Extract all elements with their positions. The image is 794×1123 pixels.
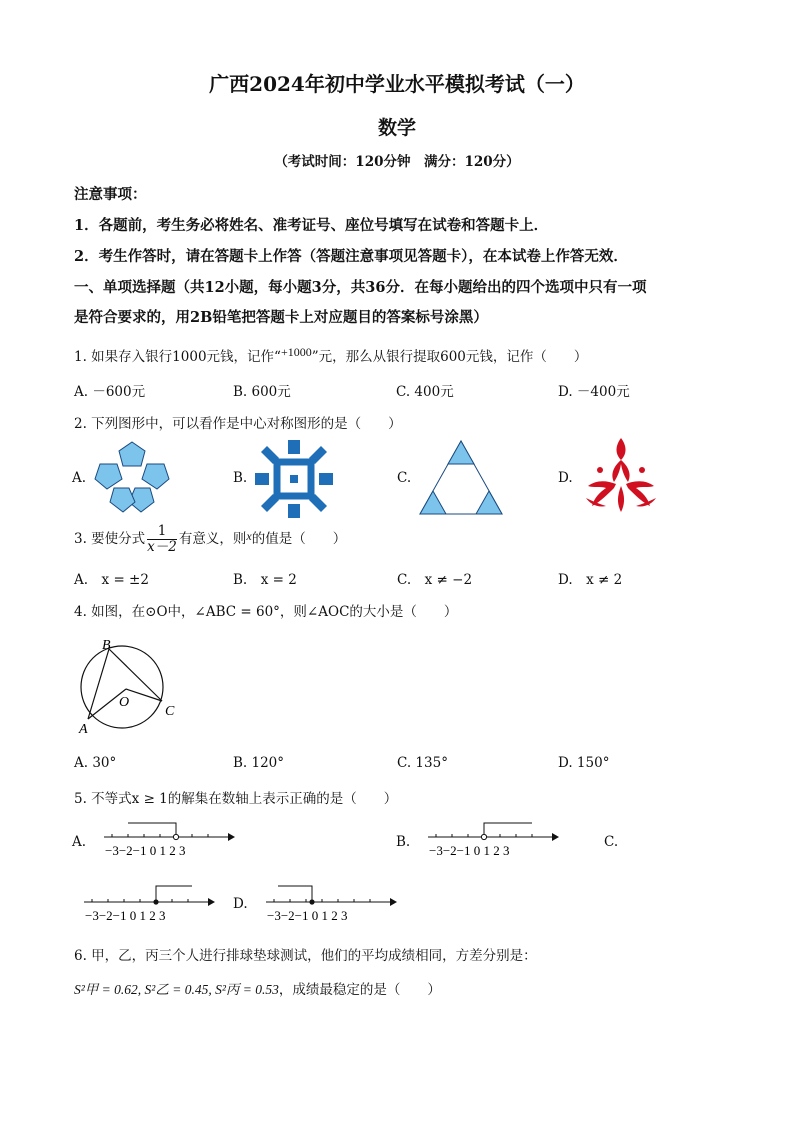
q3-var: x [246, 529, 252, 543]
exam-subject: 数学 [377, 117, 416, 139]
q3-frac-num: 1 [147, 524, 177, 540]
note-item-1: 1．各题前，考生务必将姓名、准考证号、座位号填写在试卷和答题卡上． [74, 217, 549, 234]
section1-heading-line2: 是符合要求的，用2B铅笔把答题卡上对应题目的答案标号涂黑） [74, 309, 488, 326]
q4-label-c: C [165, 704, 175, 719]
q3-fraction [147, 524, 177, 555]
q4-label-b: B [102, 638, 111, 653]
q4-option-a[interactable]: A. 30° [74, 755, 117, 771]
q2-label-c[interactable]: C. [397, 470, 412, 486]
q5-label-a[interactable]: A. [72, 834, 87, 850]
q3-option-a[interactable]: A. x = ±2 [74, 572, 149, 588]
q2-figure-b-pattern-icon [255, 440, 333, 518]
q6-suffix: ，成绩最稳定的是（ ） [278, 982, 441, 998]
q2-figure-a-pentagon-icon [92, 440, 172, 516]
q5-numberline-a [100, 815, 235, 860]
q3-option-c[interactable]: C. x ≠ −2 [397, 572, 473, 588]
q2-figure-d-ornament-icon [580, 436, 662, 518]
q5-b-ticks: −3−2−1 0 1 2 3 [429, 843, 510, 858]
exam-title: 广西2024年初中学业水平模拟考试（一） [209, 72, 585, 96]
q4-option-d[interactable]: D. 150° [558, 755, 610, 771]
q5-label-b[interactable]: B. [396, 834, 411, 850]
question-2-stem: 2. 下列图形中，可以看作是中心对称图形的是（ ） [74, 416, 402, 432]
q2-label-a[interactable]: A. [72, 470, 87, 486]
exam-info: （考试时间：120分钟 满分：120分） [274, 154, 520, 170]
q5-numberline-c [80, 880, 215, 925]
q5-numberline-b [424, 815, 559, 860]
q3-suffix-a: 有意义，则 [178, 531, 247, 547]
question-6-stem: 6. 甲，乙，丙三个人进行排球垫球测试，他们的平均成绩相同，方差分别是： [74, 948, 537, 964]
q3-suffix-b: 的值是（ ） [251, 531, 347, 547]
q1-option-b[interactable]: B. 600元 [233, 384, 291, 400]
q3-prefix: 3. 要使分式 [74, 531, 146, 547]
question-4-stem: 4. 如图，在⊙O中，∠ABC = 60°，则∠AOC的大小是（ ） [74, 604, 458, 620]
q5-label-d[interactable]: D. [233, 896, 248, 912]
note-item-2: 2．考生作答时，请在答题卡上作答（答题注意事项见答题卡），在本试卷上作答无效． [74, 248, 628, 265]
q1-value: +1000 [280, 345, 312, 359]
question-1-stem [74, 345, 587, 365]
section1-heading-line1: 一、单项选择题（共12小题，每小题3分，共36分．在每小题给出的四个选项中只有一项 [74, 279, 647, 296]
q5-numberline-d [262, 880, 397, 925]
question-3-stem [74, 524, 346, 555]
q1-option-d[interactable]: D. －400元 [558, 384, 630, 400]
q5-label-c[interactable]: C. [604, 834, 619, 850]
q1-option-c[interactable]: C. 400元 [396, 384, 454, 400]
q1-suffix: ”元，那么从银行提取600元钱，记作（ ） [311, 349, 588, 365]
q3-option-d[interactable]: D. x ≠ 2 [558, 572, 623, 588]
notes-heading: 注意事项： [74, 186, 147, 203]
q2-label-d[interactable]: D. [558, 470, 573, 486]
q4-option-b[interactable]: B. 120° [233, 755, 285, 771]
q3-frac-den: x－2 [147, 539, 177, 555]
q4-label-a: A [79, 722, 88, 737]
q5-a-ticks: −3−2−1 0 1 2 3 [105, 843, 186, 858]
q4-label-o: O [119, 695, 130, 710]
q2-label-b[interactable]: B. [233, 470, 248, 486]
q1-prefix: 1. 如果存入银行1000元钱，记作“ [74, 349, 281, 365]
q6-formula: S²甲 = 0.62, S²乙 = 0.45, S²丙 = 0.53 [74, 982, 279, 997]
q5-d-ticks: −3−2−1 0 1 2 3 [267, 908, 348, 923]
q3-option-b[interactable]: B. x = 2 [233, 572, 297, 588]
question-6-formula-line [74, 978, 441, 998]
q4-option-c[interactable]: C. 135° [397, 755, 448, 771]
q1-option-a[interactable]: A. －600元 [74, 384, 146, 400]
question-5-stem: 5. 不等式x ≥ 1的解集在数轴上表示正确的是（ ） [74, 791, 398, 807]
q4-circle-figure [74, 635, 194, 740]
q2-figure-c-triangle-icon [418, 439, 504, 517]
q5-c-ticks: −3−2−1 0 1 2 3 [85, 908, 166, 923]
